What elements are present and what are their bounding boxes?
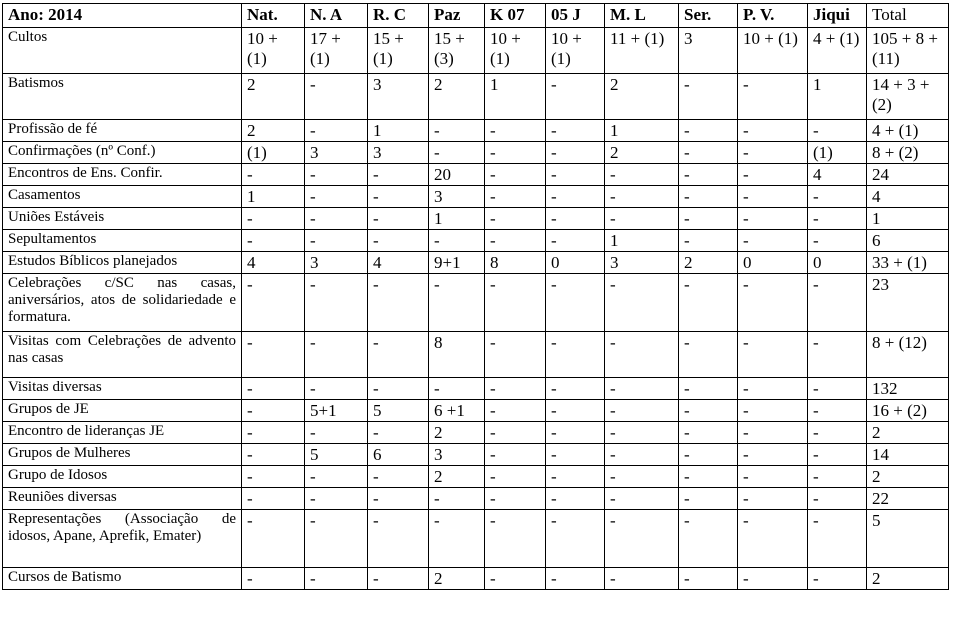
value-cell: - xyxy=(368,422,429,444)
total-cell: 132 xyxy=(867,378,949,400)
column-header: R. C xyxy=(368,4,429,28)
value-cell: 9+1 xyxy=(429,252,485,274)
table-row xyxy=(3,568,949,590)
column-header: N. A xyxy=(305,4,368,28)
value-cell: - xyxy=(305,422,368,444)
row-label: Grupos de JE xyxy=(3,400,242,422)
value-cell: - xyxy=(738,332,808,378)
value-cell: - xyxy=(368,510,429,568)
row-label: Celebrações c/SC nas casas, aniversários, atos de solidariedade e formatura. xyxy=(3,274,242,332)
table-row xyxy=(3,186,949,208)
value-cell: - xyxy=(242,208,305,230)
value-cell: - xyxy=(305,230,368,252)
value-cell: - xyxy=(242,444,305,466)
value-cell: - xyxy=(485,378,546,400)
row-label: Casamentos xyxy=(3,186,242,208)
value-cell: - xyxy=(738,466,808,488)
value-cell: - xyxy=(546,568,605,590)
table-row xyxy=(3,142,949,164)
value-cell: - xyxy=(679,444,738,466)
value-cell: 2 xyxy=(242,74,305,120)
value-cell: - xyxy=(808,274,867,332)
value-cell: - xyxy=(305,488,368,510)
value-cell: - xyxy=(808,378,867,400)
value-cell: 1 xyxy=(368,120,429,142)
total-cell: 33 + (1) xyxy=(867,252,949,274)
value-cell: - xyxy=(605,568,679,590)
value-cell: - xyxy=(429,274,485,332)
value-cell: - xyxy=(605,208,679,230)
column-header: K 07 xyxy=(485,4,546,28)
value-cell: - xyxy=(242,274,305,332)
value-cell: - xyxy=(605,274,679,332)
value-cell: - xyxy=(305,120,368,142)
value-cell: - xyxy=(368,332,429,378)
value-cell: 10 + (1) xyxy=(485,28,546,74)
value-cell: - xyxy=(429,120,485,142)
value-cell: - xyxy=(242,466,305,488)
value-cell: 3 xyxy=(605,252,679,274)
value-cell: 11 + (1) xyxy=(605,28,679,74)
value-cell: - xyxy=(368,568,429,590)
value-cell: 4 xyxy=(242,252,305,274)
column-header: Nat. xyxy=(242,4,305,28)
value-cell: 5 xyxy=(368,400,429,422)
value-cell: - xyxy=(679,142,738,164)
value-cell: - xyxy=(679,378,738,400)
column-header: 05 J xyxy=(546,4,605,28)
value-cell: - xyxy=(679,488,738,510)
value-cell: 15 + (1) xyxy=(368,28,429,74)
value-cell: - xyxy=(485,422,546,444)
value-cell: - xyxy=(305,274,368,332)
row-label: Visitas com Celebrações de advento nas casas xyxy=(3,332,242,378)
value-cell: - xyxy=(368,230,429,252)
value-cell: - xyxy=(605,444,679,466)
value-cell: - xyxy=(485,466,546,488)
value-cell: 4 xyxy=(368,252,429,274)
total-cell: 105 + 8 + (11) xyxy=(867,28,949,74)
value-cell: - xyxy=(368,378,429,400)
value-cell: - xyxy=(738,120,808,142)
table-row xyxy=(3,466,949,488)
value-cell: - xyxy=(305,332,368,378)
value-cell: - xyxy=(808,400,867,422)
value-cell: - xyxy=(305,378,368,400)
value-cell: - xyxy=(305,186,368,208)
column-header: Paz xyxy=(429,4,485,28)
value-cell: - xyxy=(738,274,808,332)
row-label: Sepultamentos xyxy=(3,230,242,252)
value-cell: 5 xyxy=(305,444,368,466)
value-cell: 10 + (1) xyxy=(738,28,808,74)
value-cell: - xyxy=(738,510,808,568)
table-row xyxy=(3,28,949,74)
value-cell: - xyxy=(679,466,738,488)
value-cell: - xyxy=(738,230,808,252)
value-cell: - xyxy=(368,488,429,510)
value-cell: - xyxy=(605,378,679,400)
table-body xyxy=(3,28,949,590)
value-cell: - xyxy=(808,568,867,590)
value-cell: - xyxy=(738,568,808,590)
value-cell: - xyxy=(679,120,738,142)
value-cell: - xyxy=(546,444,605,466)
value-cell: - xyxy=(738,488,808,510)
value-cell: - xyxy=(485,142,546,164)
year-header: Ano: 2014 xyxy=(3,4,242,28)
value-cell: - xyxy=(485,120,546,142)
total-cell: 16 + (2) xyxy=(867,400,949,422)
value-cell: - xyxy=(485,164,546,186)
row-label: Encontro de lideranças JE xyxy=(3,422,242,444)
value-cell: 8 xyxy=(485,252,546,274)
value-cell: - xyxy=(485,400,546,422)
value-cell: - xyxy=(242,332,305,378)
total-cell: 5 xyxy=(867,510,949,568)
table-row xyxy=(3,164,949,186)
value-cell: - xyxy=(485,274,546,332)
header-row xyxy=(3,4,949,28)
value-cell: - xyxy=(679,208,738,230)
table-row xyxy=(3,120,949,142)
table-row xyxy=(3,400,949,422)
value-cell: - xyxy=(738,444,808,466)
value-cell: - xyxy=(305,510,368,568)
column-header: M. L xyxy=(605,4,679,28)
value-cell: - xyxy=(429,142,485,164)
value-cell: - xyxy=(485,186,546,208)
value-cell: (1) xyxy=(808,142,867,164)
value-cell: - xyxy=(738,142,808,164)
value-cell: 2 xyxy=(242,120,305,142)
value-cell: 3 xyxy=(679,28,738,74)
value-cell: 1 xyxy=(429,208,485,230)
total-cell: 1 xyxy=(867,208,949,230)
value-cell: - xyxy=(679,332,738,378)
value-cell: 6 xyxy=(368,444,429,466)
value-cell: - xyxy=(368,208,429,230)
value-cell: - xyxy=(808,422,867,444)
table-row xyxy=(3,208,949,230)
total-cell: 14 + 3 + (2) xyxy=(867,74,949,120)
table-row xyxy=(3,378,949,400)
value-cell: 5+1 xyxy=(305,400,368,422)
row-label: Grupo de Idosos xyxy=(3,466,242,488)
value-cell: - xyxy=(305,74,368,120)
value-cell: - xyxy=(546,488,605,510)
total-cell: 8 + (12) xyxy=(867,332,949,378)
value-cell: - xyxy=(368,274,429,332)
total-cell: 2 xyxy=(867,422,949,444)
total-cell: 22 xyxy=(867,488,949,510)
value-cell: - xyxy=(485,230,546,252)
value-cell: 2 xyxy=(605,142,679,164)
value-cell: - xyxy=(738,186,808,208)
value-cell: - xyxy=(242,568,305,590)
value-cell: 3 xyxy=(305,142,368,164)
value-cell: - xyxy=(429,510,485,568)
value-cell: - xyxy=(679,422,738,444)
value-cell: - xyxy=(368,164,429,186)
value-cell: - xyxy=(679,510,738,568)
table-row xyxy=(3,332,949,378)
value-cell: - xyxy=(808,120,867,142)
table-row xyxy=(3,252,949,274)
value-cell: - xyxy=(305,208,368,230)
value-cell: - xyxy=(305,164,368,186)
row-label: Visitas diversas xyxy=(3,378,242,400)
value-cell: - xyxy=(738,400,808,422)
value-cell: - xyxy=(605,466,679,488)
value-cell: 10 + (1) xyxy=(546,28,605,74)
table-row xyxy=(3,274,949,332)
value-cell: - xyxy=(808,208,867,230)
table-row xyxy=(3,74,949,120)
value-cell: 1 xyxy=(605,230,679,252)
value-cell: - xyxy=(679,164,738,186)
value-cell: - xyxy=(242,230,305,252)
value-cell: - xyxy=(485,332,546,378)
value-cell: - xyxy=(605,164,679,186)
value-cell: - xyxy=(808,466,867,488)
value-cell: - xyxy=(485,444,546,466)
value-cell: 3 xyxy=(368,142,429,164)
row-label: Encontros de Ens. Confir. xyxy=(3,164,242,186)
total-header: Total xyxy=(867,4,949,28)
column-header: Jiqui xyxy=(808,4,867,28)
value-cell: 17 + (1) xyxy=(305,28,368,74)
value-cell: - xyxy=(485,488,546,510)
value-cell: - xyxy=(242,510,305,568)
value-cell: - xyxy=(605,186,679,208)
row-label: Confirmações (nº Conf.) xyxy=(3,142,242,164)
value-cell: - xyxy=(738,378,808,400)
total-cell: 23 xyxy=(867,274,949,332)
value-cell: 1 xyxy=(808,74,867,120)
total-cell: 4 + (1) xyxy=(867,120,949,142)
value-cell: - xyxy=(808,332,867,378)
value-cell: - xyxy=(605,400,679,422)
value-cell: - xyxy=(546,274,605,332)
row-label: Grupos de Mulheres xyxy=(3,444,242,466)
table-row xyxy=(3,444,949,466)
value-cell: - xyxy=(429,378,485,400)
column-header: P. V. xyxy=(738,4,808,28)
total-cell: 2 xyxy=(867,466,949,488)
row-label: Reuniões diversas xyxy=(3,488,242,510)
value-cell: 1 xyxy=(485,74,546,120)
value-cell: - xyxy=(305,466,368,488)
value-cell: 0 xyxy=(546,252,605,274)
value-cell: - xyxy=(546,378,605,400)
value-cell: - xyxy=(485,568,546,590)
value-cell: 3 xyxy=(429,444,485,466)
value-cell: 6 +1 xyxy=(429,400,485,422)
table-row xyxy=(3,510,949,568)
table-row xyxy=(3,230,949,252)
value-cell: - xyxy=(546,510,605,568)
value-cell: (1) xyxy=(242,142,305,164)
value-cell: - xyxy=(546,466,605,488)
value-cell: - xyxy=(242,422,305,444)
value-cell: - xyxy=(429,230,485,252)
value-cell: - xyxy=(546,120,605,142)
value-cell: - xyxy=(808,230,867,252)
value-cell: - xyxy=(605,510,679,568)
value-cell: - xyxy=(546,74,605,120)
value-cell: - xyxy=(429,488,485,510)
value-cell: 15 + (3) xyxy=(429,28,485,74)
value-cell: - xyxy=(546,400,605,422)
value-cell: 0 xyxy=(738,252,808,274)
value-cell: - xyxy=(808,444,867,466)
row-label: Estudos Bíblicos planejados xyxy=(3,252,242,274)
value-cell: - xyxy=(808,186,867,208)
table-row xyxy=(3,488,949,510)
value-cell: - xyxy=(305,568,368,590)
value-cell: 2 xyxy=(429,466,485,488)
value-cell: - xyxy=(485,510,546,568)
row-label: Profissão de fé xyxy=(3,120,242,142)
value-cell: - xyxy=(546,142,605,164)
value-cell: 4 xyxy=(808,164,867,186)
row-label: Cultos xyxy=(3,28,242,74)
column-header: Ser. xyxy=(679,4,738,28)
value-cell: - xyxy=(738,164,808,186)
value-cell: - xyxy=(605,422,679,444)
value-cell: - xyxy=(808,488,867,510)
value-cell: 3 xyxy=(305,252,368,274)
annual-activity-table xyxy=(2,3,949,590)
value-cell: - xyxy=(485,208,546,230)
value-cell: - xyxy=(546,230,605,252)
value-cell: - xyxy=(679,230,738,252)
value-cell: 2 xyxy=(605,74,679,120)
value-cell: 4 + (1) xyxy=(808,28,867,74)
total-cell: 6 xyxy=(867,230,949,252)
value-cell: - xyxy=(546,332,605,378)
row-label: Uniões Estáveis xyxy=(3,208,242,230)
value-cell: 0 xyxy=(808,252,867,274)
value-cell: 2 xyxy=(429,568,485,590)
value-cell: 2 xyxy=(429,422,485,444)
row-label: Representações (Associação de idosos, Apane, Aprefik, Emater) xyxy=(3,510,242,568)
value-cell: - xyxy=(242,488,305,510)
value-cell: 3 xyxy=(429,186,485,208)
value-cell: - xyxy=(368,186,429,208)
value-cell: - xyxy=(679,274,738,332)
value-cell: - xyxy=(368,466,429,488)
value-cell: - xyxy=(546,422,605,444)
value-cell: - xyxy=(679,568,738,590)
value-cell: - xyxy=(738,208,808,230)
row-label: Cursos de Batismo xyxy=(3,568,242,590)
total-cell: 2 xyxy=(867,568,949,590)
total-cell: 4 xyxy=(867,186,949,208)
row-label: Batismos xyxy=(3,74,242,120)
value-cell: - xyxy=(242,378,305,400)
total-cell: 8 + (2) xyxy=(867,142,949,164)
value-cell: - xyxy=(679,400,738,422)
value-cell: 8 xyxy=(429,332,485,378)
value-cell: - xyxy=(546,164,605,186)
value-cell: 1 xyxy=(605,120,679,142)
value-cell: 20 xyxy=(429,164,485,186)
value-cell: - xyxy=(242,400,305,422)
table-row xyxy=(3,422,949,444)
value-cell: 3 xyxy=(368,74,429,120)
value-cell: - xyxy=(242,164,305,186)
value-cell: - xyxy=(546,208,605,230)
value-cell: - xyxy=(679,74,738,120)
value-cell: - xyxy=(738,74,808,120)
total-cell: 14 xyxy=(867,444,949,466)
value-cell: - xyxy=(605,332,679,378)
value-cell: 2 xyxy=(429,74,485,120)
total-cell: 24 xyxy=(867,164,949,186)
value-cell: 1 xyxy=(242,186,305,208)
value-cell: - xyxy=(738,422,808,444)
value-cell: - xyxy=(679,186,738,208)
value-cell: 10 + (1) xyxy=(242,28,305,74)
value-cell: - xyxy=(605,488,679,510)
value-cell: - xyxy=(546,186,605,208)
value-cell: 2 xyxy=(679,252,738,274)
value-cell: - xyxy=(808,510,867,568)
